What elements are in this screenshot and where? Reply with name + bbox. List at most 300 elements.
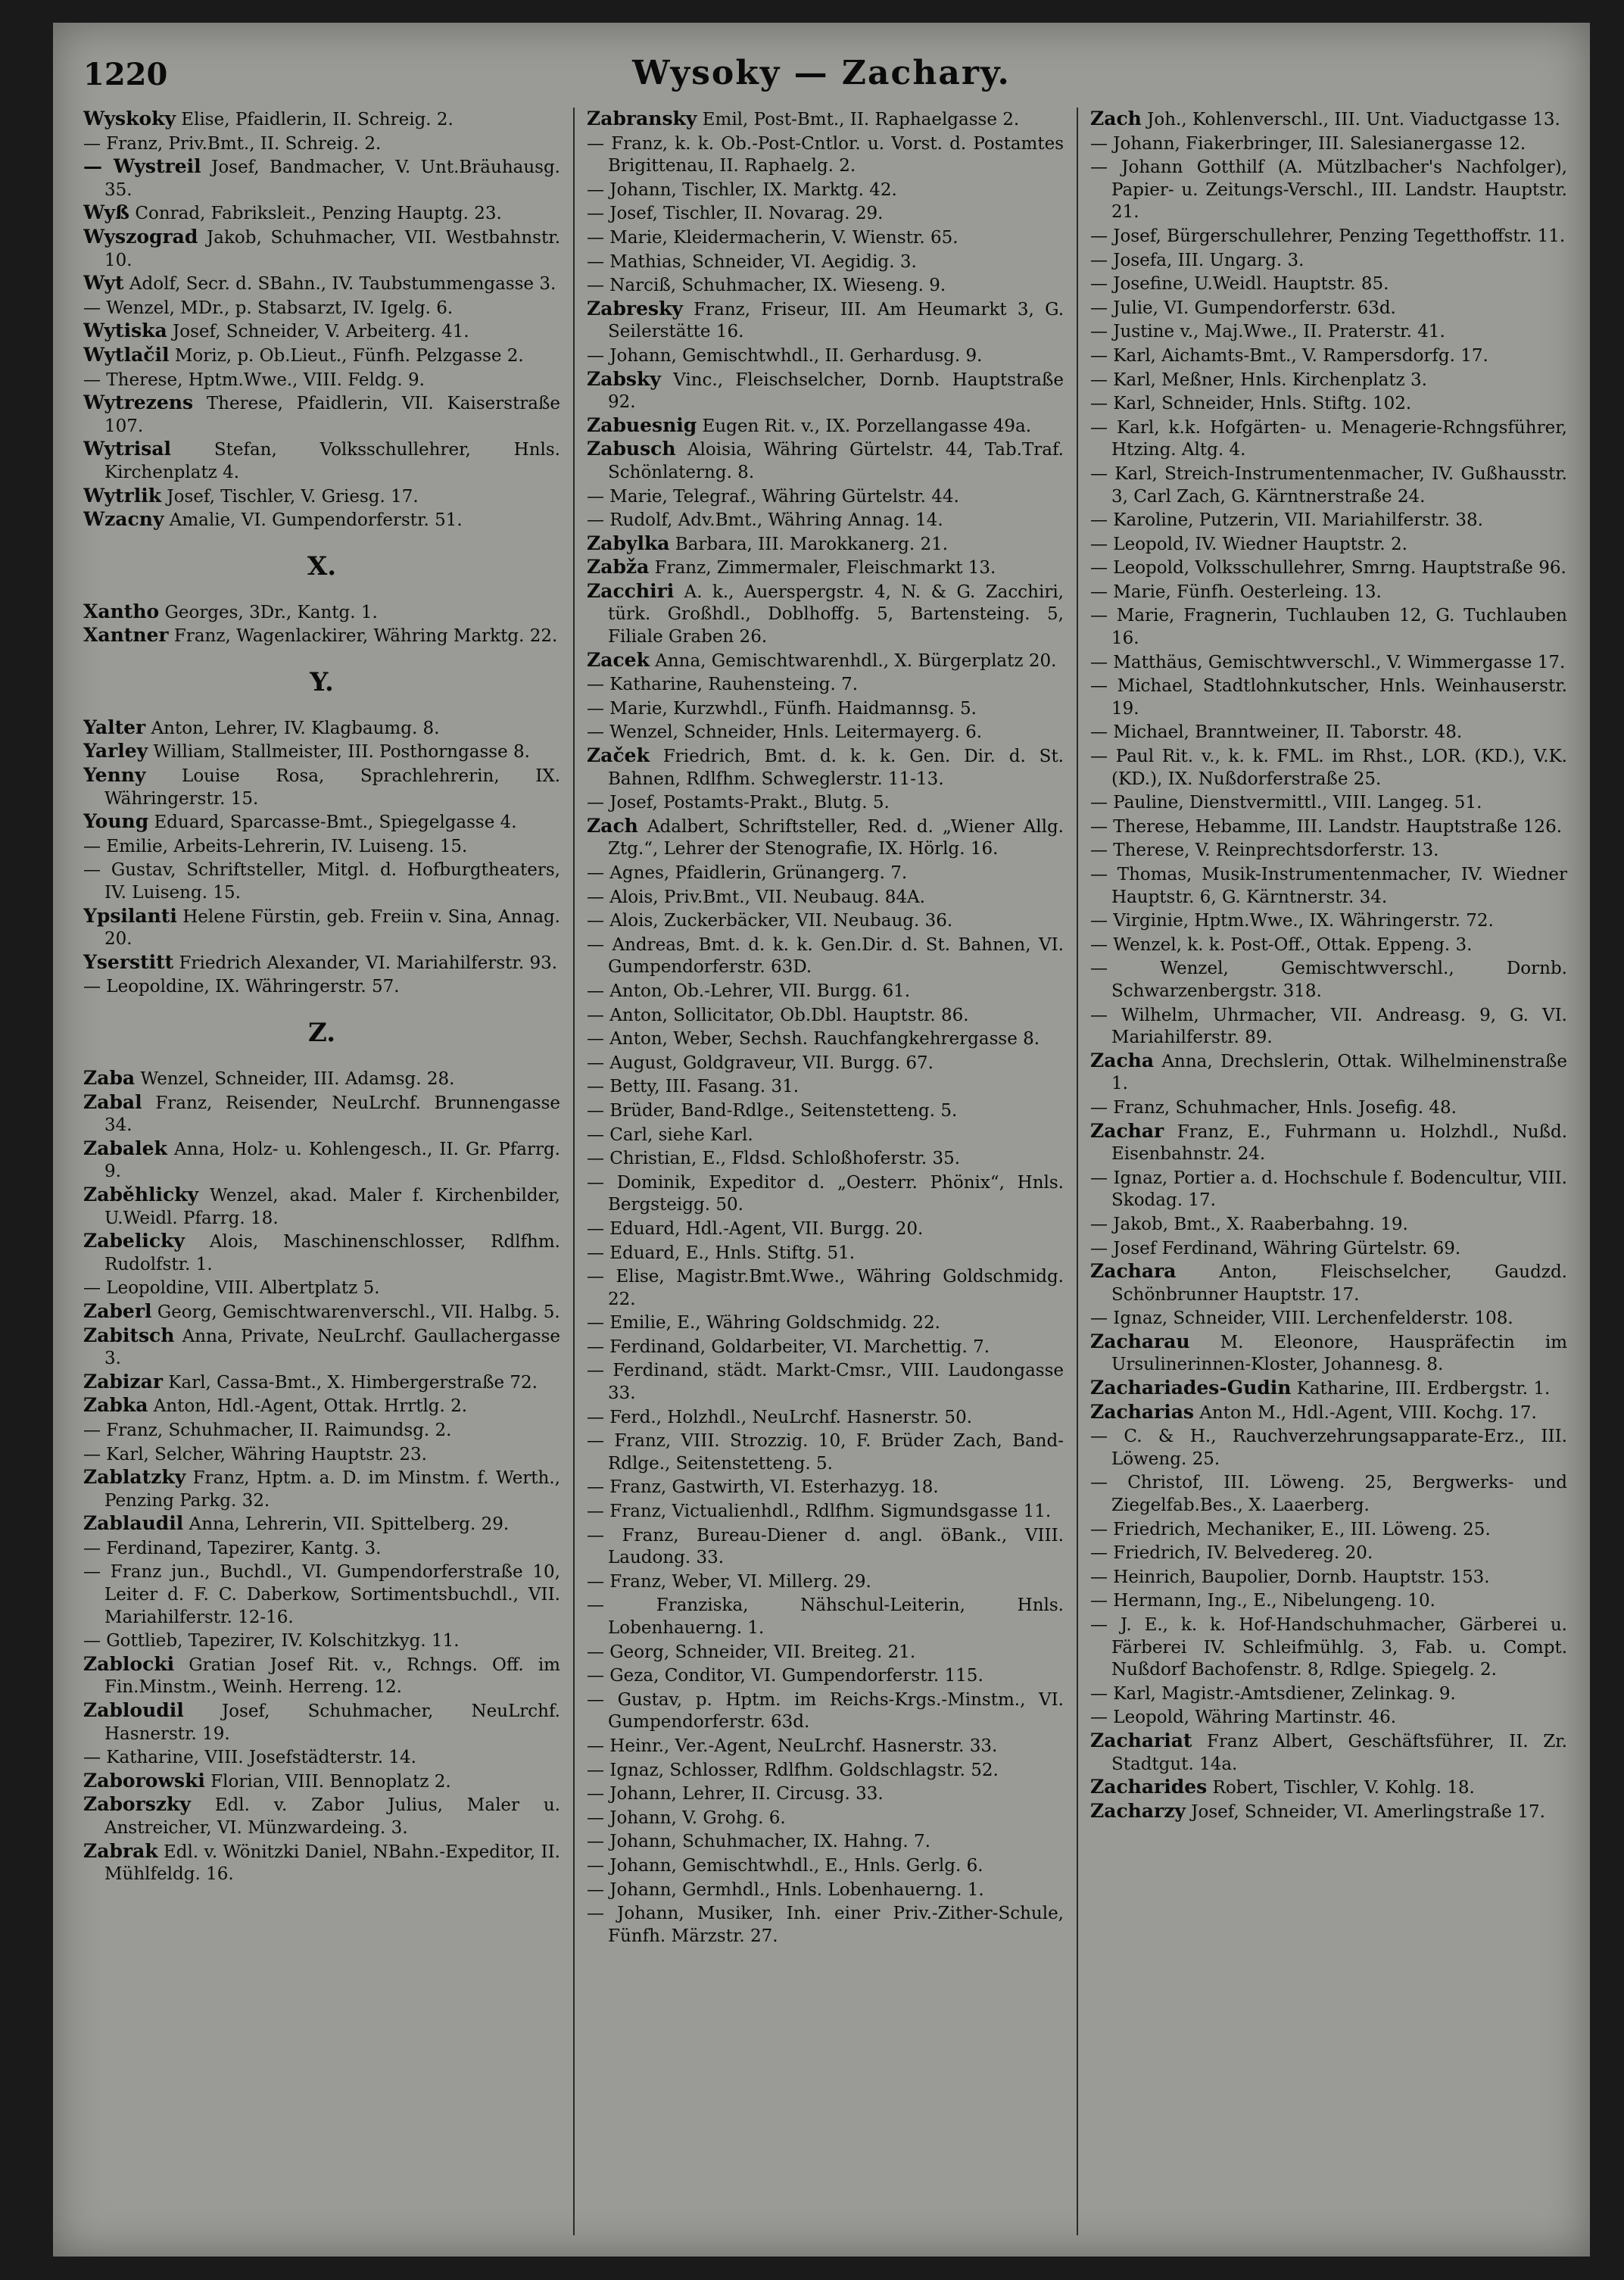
entry-surname: Zabal <box>83 1090 142 1113</box>
directory-entry <box>1090 416 1567 462</box>
entry-details: — C. & H., Rauchverzehrungsapparate-Erz., III. Löweng. 25. <box>1090 1427 1567 1469</box>
entry-details: — Emilie, Arbeits-Lehrerin, IV. Luiseng. 15. <box>83 836 468 856</box>
entry-details: — Anton, Ob.-Lehrer, VII. Burgg. 61. <box>587 981 911 1001</box>
entry-details: Anna, Lehrerin, VII. Spittelberg. 29. <box>183 1514 510 1535</box>
entry-surname: Zabizar <box>83 1370 163 1393</box>
directory-entry <box>1090 1517 1567 1542</box>
directory-entry <box>587 649 1064 673</box>
entry-details: — Eduard, Hdl.-Agent, VII. Burgg. 20. <box>587 1218 924 1239</box>
entry-surname: Wyß <box>83 201 130 224</box>
entry-details: Josef, Schneider, V. Arbeiterg. 41. <box>167 322 469 342</box>
entry-details: — Mathias, Schneider, VI. Aegidig. 3. <box>587 251 917 272</box>
entry-details: — Therese, Hptm.Wwe., VIII. Feldg. 9. <box>83 370 425 390</box>
directory-entry <box>1090 1800 1567 1824</box>
entry-details: — Wenzel, MDr., p. Stabsarzt, IV. Igelg. 6. <box>83 298 454 318</box>
entry-surname: Zabitsch <box>83 1324 175 1346</box>
directory-entry <box>587 298 1064 344</box>
entry-details: — Leopold, IV. Wiedner Hauptstr. 2. <box>1090 534 1407 554</box>
entry-details: — Andreas, Bmt. d. k. k. Gen.Dir. d. St. Bahnen, VI. Gumpendorferstr. 63D. <box>587 934 1064 978</box>
entry-details: — Ignaz, Schneider, VIII. Lerchenfelderstr. 108. <box>1090 1308 1513 1329</box>
directory-entry <box>1090 956 1567 1003</box>
directory-entry <box>83 1443 560 1467</box>
entry-details: — Justine v., Maj.Wwe., II. Praterstr. 41. <box>1090 322 1445 342</box>
directory-entry <box>1090 1613 1567 1682</box>
directory-entry <box>83 391 560 438</box>
directory-entry <box>83 764 560 810</box>
entry-surname: Zach <box>1090 108 1142 129</box>
entry-details: — Katharine, VIII. Josefstädterstr. 14. <box>83 1748 416 1768</box>
directory-entry <box>1090 1306 1567 1330</box>
entry-details: Anton M., Hdl.-Agent, VIII. Kochg. 17. <box>1194 1402 1537 1423</box>
entry-details: — Franz, Schuhmacher, Hnls. Josefig. 48. <box>1090 1097 1457 1118</box>
entry-surname: Xantho <box>83 600 160 622</box>
directory-entry <box>587 1171 1064 1217</box>
entry-details: Alois, Maschinenschlosser, Rdlfhm. Rudolfstr. 1. <box>104 1232 560 1274</box>
directory-entry <box>1090 1776 1567 1800</box>
directory-entry <box>1090 368 1567 392</box>
entry-details: — Franz, Priv.Bmt., II. Schreig. 2. <box>83 133 382 154</box>
entry-details: — Franz, Victualienhdl., Rdlfhm. Sigmundsgasse 11. <box>587 1502 1052 1522</box>
entry-details: — Johann, Germhdl., Hnls. Lobenhauerng. 1. <box>587 1879 984 1900</box>
entry-details: — Gustav, p. Hptm. im Reichs-Krgs.-Minstm., VI. Gumpendorferstr. 63d. <box>587 1689 1064 1733</box>
entry-details: — Franz, Weber, VI. Millerg. 29. <box>587 1571 871 1592</box>
entry-details: — Pauline, Dienstvermittl., VIII. Langeg. 51. <box>1090 793 1482 813</box>
directory-entry <box>83 1091 560 1137</box>
entry-details: — Wenzel, Gemischtwverschl., Dornb. Schwarzenbergstr. 318. <box>1090 959 1567 1001</box>
directory-entry <box>1090 1166 1567 1212</box>
entry-details: Anna, Gemischtwarenhdl., X. Bürgerplatz 20. <box>649 650 1057 671</box>
directory-entry <box>587 1265 1064 1311</box>
entry-details: Therese, Pfaidlerin, VII. Kaiserstraße 107. <box>104 394 560 436</box>
entry-details: — Josef, Postamts-Prakt., Blutg. 5. <box>587 793 890 813</box>
directory-entry <box>587 250 1064 274</box>
directory-entry <box>587 580 1064 649</box>
entry-surname: Zaba <box>83 1067 136 1089</box>
directory-entry <box>83 1067 560 1091</box>
section-letter: Y. <box>310 666 334 697</box>
entry-surname: Yserstitt <box>83 950 174 973</box>
entry-surname: Young <box>83 810 149 833</box>
entry-details: — Franz, Bureau-Diener d. angl. öBank., VIII. Laudong. 33. <box>587 1525 1064 1568</box>
entry-details: William, Stallmeister, III. Posthorngasse 8. <box>148 742 530 763</box>
directory-entry <box>587 791 1064 815</box>
directory-entry <box>587 1640 1064 1664</box>
entry-details: Anna, Private, NeuLrchf. Gaullachergasse 3. <box>104 1326 560 1369</box>
directory-entry <box>83 1653 560 1699</box>
entry-details: — Narciß, Schuhmacher, IX. Wieseng. 9. <box>587 276 946 296</box>
directory-entry <box>587 1758 1064 1783</box>
entry-details: Adolf, Secr. d. SBahn., IV. Taubstummengasse 3. <box>123 274 556 295</box>
entry-details: Friedrich Alexander, VI. Mariahilferstr. 93. <box>173 953 558 973</box>
entry-details: — Josef, Bürgerschullehrer, Penzing Tegetthoffstr. 11. <box>1090 226 1566 246</box>
entry-details: Gratian Josef Rit. v., Rchngs. Off. im Fin.Minstm., Weinh. Herreng. 12. <box>104 1655 560 1698</box>
directory-entry <box>83 296 560 320</box>
directory-entry <box>83 368 560 392</box>
directory-entry <box>83 272 560 296</box>
directory-entry <box>587 1854 1064 1878</box>
directory-entry <box>83 1184 560 1230</box>
entry-surname: Xantner <box>83 624 169 647</box>
entry-details: — Friedrich, Mechaniker, E., III. Löweng. 25. <box>1090 1519 1491 1539</box>
directory-columns <box>83 108 1567 2235</box>
entry-details: — Virginie, Hptm.Wwe., IX. Währingerstr. 72. <box>1090 911 1494 931</box>
entry-details: — Katharine, Rauhensteing. 7. <box>587 675 859 695</box>
entry-details: — Johann, Musiker, Inh. einer Priv.-Zither-Schule, Fünfh. Märzstr. 27. <box>587 1904 1064 1946</box>
column-1 <box>83 108 560 2235</box>
entry-details: Eduard, Sparcasse-Bmt., Spiegelgasse 4. <box>148 813 517 833</box>
directory-entry <box>1090 909 1567 933</box>
entry-surname: Wyt <box>83 272 124 295</box>
directory-entry <box>83 1394 560 1418</box>
directory-entry <box>1090 1471 1567 1517</box>
directory-entry <box>587 1335 1064 1359</box>
entry-details: — Franz, Gastwirth, VI. Esterhazyg. 18. <box>587 1477 939 1498</box>
entry-surname: Zabusch <box>587 438 676 460</box>
entry-details: — Leopold, Währing Martinstr. 46. <box>1090 1708 1397 1728</box>
directory-entry <box>83 508 560 532</box>
entry-details: — Johann, Lehrer, II. Circusg. 33. <box>587 1784 884 1804</box>
entry-details: — Alois, Zuckerbäcker, VII. Neubaug. 36. <box>587 911 953 931</box>
directory-entry <box>1090 580 1567 604</box>
directory-entry <box>1090 604 1567 650</box>
entry-details: — Ignaz, Schlosser, Rdlfhm. Goldschlagstr. 52. <box>587 1760 999 1780</box>
entry-surname: Zacharzy <box>1090 1799 1186 1822</box>
entry-surname: Wytlačil <box>83 343 170 366</box>
directory-entry <box>1090 344 1567 368</box>
entry-details: — Marie, Kleidermacherin, V. Wienstr. 65. <box>587 227 959 248</box>
directory-entry <box>587 1003 1064 1028</box>
entry-details: — Thomas, Musik-Instrumentenmacher, IV. Wiedner Hauptstr. 6, G. Kärntnerstr. 34. <box>1090 865 1567 907</box>
entry-details: — Franziska, Nähschul-Leiterin, Hnls. Lobenhauerng. 1. <box>587 1595 1064 1638</box>
directory-entry <box>587 1051 1064 1075</box>
directory-entry <box>83 740 560 764</box>
entry-details: Franz, Wagenlackirer, Währing Marktg. 22. <box>168 626 558 647</box>
directory-entry <box>1090 1565 1567 1589</box>
entry-details: Wenzel, Schneider, III. Adamsg. 28. <box>135 1069 455 1089</box>
entry-surname: Zablaudil <box>83 1512 184 1535</box>
entry-details: — Marie, Kurzwhdl., Fünfh. Haidmannsg. 5. <box>587 698 977 719</box>
entry-surname: Zacharau <box>1090 1330 1190 1352</box>
directory-entry <box>1090 674 1567 720</box>
directory-entry <box>587 815 1064 861</box>
directory-entry <box>1090 720 1567 744</box>
directory-entry <box>587 1593 1064 1639</box>
entry-details: — Michael, Stadtlohnkutscher, Hnls. Weinhauserstr. 19. <box>1090 676 1567 719</box>
entry-details: — Leopold, Volksschullehrer, Smrng. Hauptstraße 96. <box>1090 558 1566 579</box>
entry-details: Franz, E., Fuhrmann u. Holzhdl., Nußd. Eisenbahnstr. 24. <box>1111 1121 1567 1165</box>
entry-details: — Friedrich, IV. Belvedereg. 20. <box>1090 1543 1373 1564</box>
entry-surname: Zabransky <box>587 108 697 129</box>
entry-details: Elise, Pfaidlerin, II. Schreig. 2. <box>175 110 454 129</box>
directory-entry <box>587 1099 1064 1123</box>
section-letter: X. <box>307 551 337 582</box>
entry-details: Wenzel, akad. Maler f. Kirchenbilder, U.Weidl. Pfarrg. 18. <box>104 1185 560 1228</box>
directory-entry <box>587 414 1064 438</box>
entry-details: — Anton, Sollicitator, Ob.Dbl. Hauptstr. 86. <box>587 1005 969 1025</box>
directory-entry <box>587 744 1064 791</box>
directory-entry <box>83 716 560 741</box>
directory-entry <box>587 556 1064 580</box>
entry-details: Anna, Holz- u. Kohlengesch., II. Gr. Pfarrg. 9. <box>104 1139 560 1182</box>
directory-entry <box>587 1901 1064 1948</box>
directory-entry <box>587 1499 1064 1524</box>
entry-details: — Dominik, Expeditor d. „Oesterr. Phönix“, Hnls. Bergsteigg. 50. <box>587 1172 1064 1215</box>
entry-details: — Karoline, Putzerin, VII. Mariahilferstr. 38. <box>1090 510 1483 531</box>
entry-surname: Yarley <box>83 740 148 763</box>
entry-surname: — Wystreil <box>83 155 201 178</box>
directory-entry <box>587 1358 1064 1405</box>
entry-details: — Johann, Gemischtwhdl., E., Hnls. Gerlg. 6. <box>587 1855 983 1876</box>
directory-entry <box>587 933 1064 979</box>
entry-details: — Josefine, U.Weidl. Hauptstr. 85. <box>1090 274 1389 295</box>
entry-details: — Matthäus, Gemischtwverschl., V. Wimmergasse 17. <box>1090 652 1566 672</box>
directory-entry <box>587 201 1064 226</box>
entry-details: — Brüder, Band-Rdlge., Seitenstetteng. 5. <box>587 1100 958 1121</box>
entry-surname: Zabuesnig <box>587 413 697 436</box>
entry-details: — Wenzel, Schneider, Hnls. Leitermayerg. 6. <box>587 722 983 743</box>
directory-entry <box>1090 791 1567 815</box>
entry-details: Emil, Post-Bmt., II. Raphaelgasse 2. <box>697 110 1020 129</box>
entry-details: — Wenzel, k. k. Post-Off., Ottak. Eppeng. 3. <box>1090 934 1473 955</box>
directory-entry <box>1090 933 1567 957</box>
entry-details: Georg, Gemischtwarenverschl., VII. Halbg. 5. <box>151 1302 560 1322</box>
entry-surname: Zachara <box>1090 1260 1177 1283</box>
entry-details: — Heinrich, Baupolier, Dornb. Hauptstr. 153. <box>1090 1567 1490 1587</box>
entry-details: — Karl, Meßner, Hnls. Kirchenplatz 3. <box>1090 370 1427 390</box>
entry-details: — Julie, VI. Gumpendorferstr. 63d. <box>1090 298 1396 318</box>
directory-entry <box>83 1793 560 1839</box>
entry-surname: Wytrisal <box>83 438 172 460</box>
entry-surname: Zaberl <box>83 1299 152 1322</box>
entry-details: — Christian, E., Fldsd. Schloßhoferstr. 35. <box>587 1149 961 1169</box>
entry-details: — Emilie, E., Währing Goldschmidg. 22. <box>587 1313 940 1333</box>
entry-details: — Gottlieb, Tapezirer, IV. Kolschitzkyg. 11. <box>83 1631 460 1652</box>
entry-surname: Zabrak <box>83 1839 158 1862</box>
entry-details: Franz, Reisender, NeuLrchf. Brunnengasse 34. <box>104 1093 560 1136</box>
directory-entry <box>1090 391 1567 416</box>
directory-entry <box>83 1745 560 1770</box>
entry-surname: Zaběhlicky <box>83 1183 199 1205</box>
entry-details: Franz, Friseur, III. Am Heumarkt 3, G. Seilerstätte 16. <box>608 299 1064 342</box>
entry-details: Anton, Hdl.-Agent, Ottak. Hrrtlg. 2. <box>148 1396 468 1417</box>
directory-entry <box>587 1782 1064 1806</box>
entry-details: Stefan, Volksschullehrer, Hnls. Kirchenplatz 4. <box>104 440 560 482</box>
entry-details: — Anton, Weber, Sechsh. Rauchfangkehrergasse 8. <box>587 1029 1040 1050</box>
entry-details: — Paul Rit. v., k. k. FML. im Rhst., LOR. (KD.), V.K. (KD.), IX. Nußdorferstraße 25. <box>1090 747 1567 789</box>
directory-entry <box>1090 1003 1567 1050</box>
entry-details: — Ferdinand, Tapezirer, Kantg. 3. <box>83 1538 382 1558</box>
entry-details: Katharine, III. Erdbergstr. 1. <box>1291 1379 1551 1399</box>
directory-entry <box>83 1466 560 1512</box>
directory-entry <box>587 1027 1064 1051</box>
directory-entry <box>83 226 560 272</box>
directory-entry <box>587 1806 1064 1830</box>
entry-surname: Zabylka <box>587 532 670 554</box>
directory-entry <box>587 909 1064 933</box>
directory-entry <box>83 858 560 904</box>
directory-entry <box>1090 462 1567 508</box>
entry-details: — Geza, Conditor, VI. Gumpendorferstr. 115. <box>587 1666 983 1686</box>
entry-surname: Wzacny <box>83 508 164 531</box>
directory-entry <box>587 178 1064 202</box>
entry-details: — Rudolf, Adv.Bmt., Währing Annag. 14. <box>587 510 943 531</box>
entry-details: — Marie, Fünfh. Oesterleing. 13. <box>1090 582 1382 602</box>
entry-surname: Zabloudil <box>83 1699 184 1722</box>
directory-entry <box>1090 155 1567 224</box>
directory-entry <box>587 438 1064 484</box>
entry-surname: Zabresky <box>587 297 683 320</box>
entry-details: Barbara, III. Marokkanerg. 21. <box>669 534 949 554</box>
section-letter: Z. <box>307 1018 336 1048</box>
directory-entry <box>587 226 1064 250</box>
entry-details: — Marie, Telegraf., Währing Gürtelstr. 44. <box>587 486 959 507</box>
directory-entry <box>83 1840 560 1886</box>
directory-entry <box>83 438 560 484</box>
directory-entry <box>1090 508 1567 532</box>
entry-surname: Zachariat <box>1090 1729 1192 1751</box>
entry-surname: Zachariades-Gudin <box>1090 1377 1292 1399</box>
directory-entry <box>587 108 1064 132</box>
entry-details: — August, Goldgraveur, VII. Burgg. 67. <box>587 1053 934 1073</box>
entry-surname: Zabsky <box>587 367 661 390</box>
directory-entry <box>587 368 1064 414</box>
directory-entry <box>587 273 1064 298</box>
directory-entry <box>83 810 560 834</box>
entry-details: — Eduard, E., Hnls. Stiftg. 51. <box>587 1243 856 1263</box>
directory-entry <box>587 861 1064 885</box>
directory-entry <box>1090 1589 1567 1613</box>
directory-entry <box>587 1146 1064 1171</box>
entry-details: Robert, Tischler, V. Kohlg. 18. <box>1207 1778 1475 1798</box>
entry-details: — Hermann, Ing., E., Nibelungeng. 10. <box>1090 1591 1435 1611</box>
entry-details: — Josef Ferdinand, Währing Gürtelstr. 69. <box>1090 1238 1461 1259</box>
directory-entry <box>1090 862 1567 909</box>
column-3 <box>1090 108 1567 2235</box>
directory-entry <box>587 508 1064 532</box>
directory-entry <box>1090 1120 1567 1166</box>
entry-details: Vinc., Fleischselcher, Dornb. Hauptstraße 92. <box>608 370 1064 413</box>
entry-surname: Zacharias <box>1090 1400 1194 1423</box>
directory-entry <box>83 1418 560 1443</box>
entry-surname: Zach <box>587 814 638 837</box>
entry-details: Joh., Kohlenverschl., III. Unt. Viaductgasse 13. <box>1141 110 1560 129</box>
entry-details: — Leopoldine, VIII. Albertplatz 5. <box>83 1278 380 1299</box>
directory-entry <box>587 1878 1064 1902</box>
entry-details: — Josef, Tischler, II. Novarag. 29. <box>587 204 884 224</box>
directory-entry <box>587 1688 1064 1734</box>
entry-surname: Zaborszky <box>83 1793 191 1816</box>
directory-entry <box>1090 224 1567 248</box>
entry-details: Anton, Fleischselcher, Gaudzd. Schönbrunner Hauptstr. 17. <box>1111 1262 1567 1305</box>
directory-entry <box>1090 1729 1567 1776</box>
entry-details: — Johann, Fiakerbringer, III. Salesianergasse 12. <box>1090 133 1526 154</box>
directory-entry <box>1090 1050 1567 1096</box>
entry-details: — Marie, Fragnerin, Tuchlauben 12, G. Tuchlauben 16. <box>1090 606 1567 649</box>
page-number: 1220 <box>83 57 168 92</box>
entry-details: — Wilhelm, Uhrmacher, VII. Andreasg. 9, G. VI. Mariahilferstr. 89. <box>1090 1005 1567 1048</box>
directory-entry <box>587 1475 1064 1499</box>
entry-details: — Johann, Tischler, IX. Marktg. 42. <box>587 179 897 200</box>
directory-entry <box>1090 1541 1567 1565</box>
entry-details: Franz, Zimmermaler, Fleischmarkt 13. <box>649 558 996 579</box>
directory-entry <box>1090 815 1567 839</box>
directory-entry <box>587 1123 1064 1147</box>
directory-entry <box>83 485 560 509</box>
directory-entry <box>587 344 1064 368</box>
entry-details: M. Eleonore, Hauspräfectin im Ursulinerinnen-Kloster, Johannesg. 8. <box>1111 1332 1567 1375</box>
directory-entry <box>587 885 1064 909</box>
directory-entry <box>1090 1401 1567 1425</box>
directory-entry <box>587 485 1064 509</box>
entry-surname: Ypsilanti <box>83 904 177 927</box>
entry-surname: Začek <box>587 744 650 767</box>
entry-surname: Wyszograd <box>83 225 198 248</box>
directory-entry <box>1090 1212 1567 1237</box>
entry-surname: Zacharides <box>1090 1776 1208 1798</box>
entry-details: — Karl, k.k. Hofgärten- u. Menagerie-Rchngsführer, Htzing. Altg. 4. <box>1090 417 1567 460</box>
directory-entry <box>1090 838 1567 862</box>
directory-entry <box>83 1300 560 1324</box>
entry-details: — Karl, Selcher, Währing Hauptstr. 23. <box>83 1444 427 1464</box>
column-divider <box>573 108 575 2235</box>
directory-entry <box>587 979 1064 1003</box>
entry-details: — Franz, VIII. Strozzig. 10, F. Brüder Zach, Band-Rdlge., Seitenstetteng. 5. <box>587 1431 1064 1474</box>
directory-entry <box>83 1324 560 1371</box>
entry-details: Franz Albert, Geschäftsführer, II. Zr. Stadtgut. 14a. <box>1111 1731 1567 1774</box>
directory-entry <box>83 108 560 132</box>
entry-details: — Agnes, Pfaidlerin, Grünangerg. 7. <box>587 863 908 883</box>
entry-details: — Therese, V. Reinprechtsdorferstr. 13. <box>1090 841 1439 861</box>
entry-details: Josef, Schneider, VI. Amerlingstraße 17. <box>1185 1801 1545 1822</box>
directory-entry <box>1090 744 1567 791</box>
directory-entry <box>83 1230 560 1276</box>
entry-details: Edl. v. Zabor Julius, Maler u. Anstreicher, VI. Münzwardeing. 3. <box>104 1795 560 1838</box>
entry-details: — J. E., k. k. Hof-Handschuhmacher, Gärberei u. Färberei IV. Schleifmühlg. 3, Fab. u. Compt. Nußdorf Bachofenstr. 8, Rdlge. Spiegelg. 2. <box>1090 1615 1567 1680</box>
entry-details: Florian, VIII. Bennoplatz 2. <box>204 1771 451 1792</box>
entry-surname: Zacha <box>1090 1049 1155 1071</box>
entry-details: — Johann, Gemischtwhdl., II. Gerhardusg. 9. <box>587 345 983 366</box>
directory-entry <box>587 132 1064 178</box>
entry-details: — Ferd., Holzhdl., NeuLrchf. Hasnerstr. 50. <box>587 1407 973 1427</box>
entry-details: Georges, 3Dr., Kantg. 1. <box>159 602 378 622</box>
directory-entry <box>587 1217 1064 1241</box>
entry-details: Josef, Bandmacher, V. Unt.Bräuhausg. 35. <box>104 158 560 200</box>
entry-details: Aloisia, Währing Gürtelstr. 44, Tab.Traf. Schönlaterng. 8. <box>608 440 1064 482</box>
directory-entry <box>1090 1705 1567 1729</box>
directory-entry <box>1090 320 1567 344</box>
directory-entry <box>1090 132 1567 156</box>
entry-surname: Zablocki <box>83 1652 175 1675</box>
entry-details: — Johann, V. Grohg. 6. <box>587 1807 786 1828</box>
entry-details: — Carl, siehe Karl. <box>587 1124 753 1145</box>
entry-details: Amalie, VI. Gumpendorferstr. 51. <box>164 510 463 531</box>
directory-entry <box>587 1241 1064 1265</box>
directory-entry <box>587 672 1064 697</box>
directory-entry <box>1090 556 1567 580</box>
directory-entry <box>1090 1330 1567 1377</box>
entry-details: Josef, Tischler, V. Griesg. 17. <box>161 486 419 507</box>
entry-details: — Johann, Schuhmacher, IX. Hahng. 7. <box>587 1832 930 1852</box>
entry-surname: Zabelicky <box>83 1230 185 1252</box>
entry-details: — Franz, Schuhmacher, II. Raimundsg. 2. <box>83 1420 452 1440</box>
entry-details: Anton, Lehrer, IV. Klagbaumg. 8. <box>145 718 440 738</box>
entry-details: Moriz, p. Ob.Lieut., Fünfh. Pelzgasse 2. <box>169 345 524 366</box>
entry-details: — Karl, Magistr.-Amtsdiener, Zelinkag. 9. <box>1090 1683 1456 1704</box>
entry-details: — Leopoldine, IX. Währingerstr. 57. <box>83 977 400 997</box>
entry-surname: Zabža <box>587 556 650 579</box>
entry-details: — Therese, Hebamme, III. Landstr. Hauptstraße 126. <box>1090 816 1563 837</box>
directory-entry <box>1090 1260 1567 1306</box>
